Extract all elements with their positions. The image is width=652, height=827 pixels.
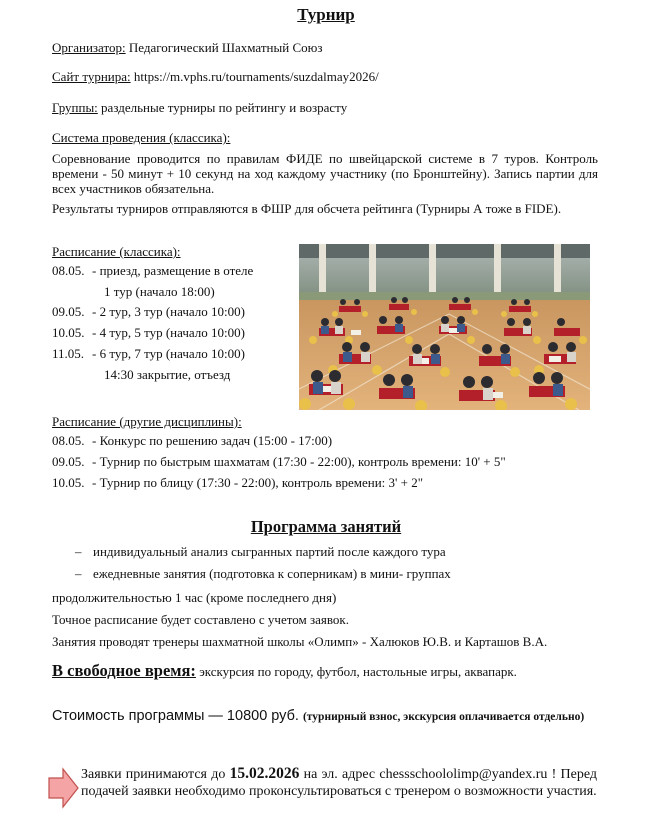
- program-bullet: – ежедневные занятия (подготовка к соперникам) в мини- группах: [75, 566, 451, 581]
- cost-line: [52, 708, 584, 724]
- applications-deadline: 15.02.2026: [229, 765, 300, 782]
- program-trainers: Занятия проводят тренеры шахматной школы «Олимп» - Халюков Ю.В. и Карташов В.А.: [52, 634, 548, 649]
- organizer-value: Педагогический Шахматный Союз: [128, 40, 323, 55]
- schedule-row: 1 тур (начало 18:00): [104, 284, 215, 299]
- applications-paragraph: [81, 765, 597, 800]
- program-bullet: – индивидуальный анализ сыгранных партий после каждого тура: [75, 544, 446, 559]
- page-title: Турнир: [297, 5, 355, 24]
- groups-label: Группы:: [52, 100, 98, 115]
- schedule-row: 14:30 закрытие, отъезд: [104, 367, 231, 382]
- schedule-classic-label: Расписание (классика):: [52, 244, 181, 259]
- schedule-other-label: Расписание (другие дисциплины):: [52, 414, 242, 429]
- groups-value: раздельные турниры по рейтингу и возрасту: [101, 100, 348, 115]
- cost-note: (турнирный взнос, экскурсия оплачивается отдельно): [302, 711, 585, 723]
- organizer-line: [52, 40, 322, 56]
- program-title: Программа занятий: [250, 517, 402, 536]
- chess-hall-photo: [299, 244, 590, 410]
- applications-pre: Заявки принимаются до: [81, 767, 226, 782]
- program-duration: продолжительностью 1 час (кроме последнего дня): [52, 590, 337, 605]
- groups-line: [52, 100, 347, 116]
- schedule-row: 09.05. - 2 тур, 3 тур (начало 10:00): [52, 304, 245, 319]
- schedule-row: 09.05. - Турнир по быстрым шахматам (17:30 - 22:00), контроль времени: 10' + 5": [52, 454, 506, 469]
- free-time-text: экскурсия по городу, футбол, настольные игры, аквапарк.: [199, 664, 517, 679]
- schedule-row: 10.05. - 4 тур, 5 тур (начало 10:00): [52, 325, 245, 340]
- schedule-row: 10.05. - Турнир по блицу (17:30 - 22:00), контроль времени: 3' + 2": [52, 475, 424, 490]
- site-link[interactable]: https://m.vphs.ru/tournaments/suzdalmay2026/: [133, 69, 379, 84]
- cost-text: Стоимость программы — 10800 руб.: [52, 708, 299, 724]
- system-label: Система проведения (классика):: [52, 130, 231, 145]
- organizer-label: Организатор:: [52, 40, 126, 55]
- schedule-row: 08.05. - приезд, размещение в отеле: [52, 263, 254, 278]
- system-results: Результаты турниров отправляются в ФШР для обсчета рейтинга (Турниры А тоже в FIDE).: [52, 201, 562, 216]
- free-time-line: [52, 661, 517, 681]
- schedule-row: 11.05. - 6 тур, 7 тур (начало 10:00): [52, 346, 245, 361]
- site-line: [52, 69, 379, 85]
- free-time-label: В свободное время:: [52, 661, 196, 680]
- schedule-row: 08.05. - Конкурс по решению задач (15:00 - 17:00): [52, 433, 333, 448]
- chess-hall-illustration: [299, 244, 590, 410]
- arrow-right-icon: [48, 767, 80, 809]
- system-paragraph: Соревнование проводится по правилам ФИДЕ по швейцарской системе в 7 туров. Контроль времени - 50 минут + 10 секунд на ход каждому участнику (по Бронштейну). Запись партии для всех участников обязательна.: [52, 151, 598, 196]
- program-schedule-note: Точное расписание будет составлено с учетом заявок.: [52, 612, 349, 627]
- applications-post: на эл. адрес chessschoololimp@yandex.ru ! Перед подачей заявки необходимо проконсультироваться с тренером о возможности участия.: [81, 767, 598, 799]
- site-label: Сайт турнира:: [52, 69, 131, 84]
